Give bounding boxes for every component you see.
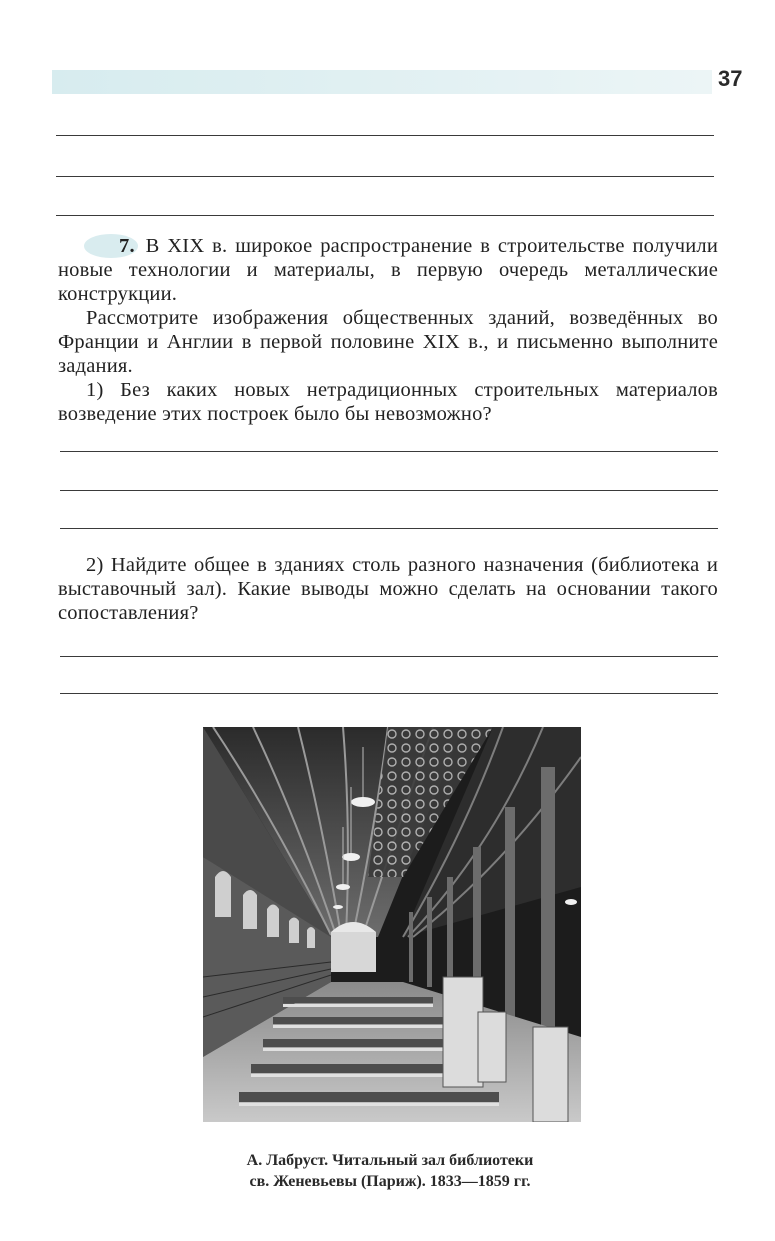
answer-line[interactable]	[60, 451, 718, 452]
question-2: 2) Найдите общее в зданиях столь разного назначения (библиотека и выставочный зал). Какие выводы можно сделать на основании такого сопоставления?	[58, 554, 718, 624]
figure-caption	[170, 1150, 610, 1192]
caption-line-1: А. Лабруст. Читальный зал библиотеки	[246, 1152, 534, 1169]
answer-line[interactable]	[60, 656, 718, 657]
answer-line[interactable]	[56, 215, 714, 216]
answer-line[interactable]	[60, 693, 718, 694]
task-instruction: Рассмотрите изображения общественных зданий, возведённых во Франции и Англии в первой половине XIX в., и письменно выполните задания.	[58, 307, 718, 377]
question-2-block	[58, 553, 718, 625]
header-band	[52, 70, 712, 94]
answer-line[interactable]	[56, 135, 714, 136]
task-7	[58, 234, 718, 426]
library-reading-room-photo	[203, 727, 581, 1122]
task-intro	[58, 234, 718, 306]
task-intro-text: В XIX в. широкое распространение в строительстве получили новые технологии и материалы, в первую очередь металлические конструкции.	[58, 235, 718, 305]
answer-line[interactable]	[56, 176, 714, 177]
question-1: 1) Без каких новых нетрадиционных строительных материалов возведение этих построек было бы невозможно?	[58, 379, 718, 425]
answer-line[interactable]	[60, 528, 718, 529]
page-number: 37	[718, 66, 743, 91]
task-number: 7.	[84, 234, 138, 258]
caption-line-2: св. Женевьевы (Париж). 1833—1859 гг.	[249, 1173, 531, 1190]
answer-line[interactable]	[60, 490, 718, 491]
